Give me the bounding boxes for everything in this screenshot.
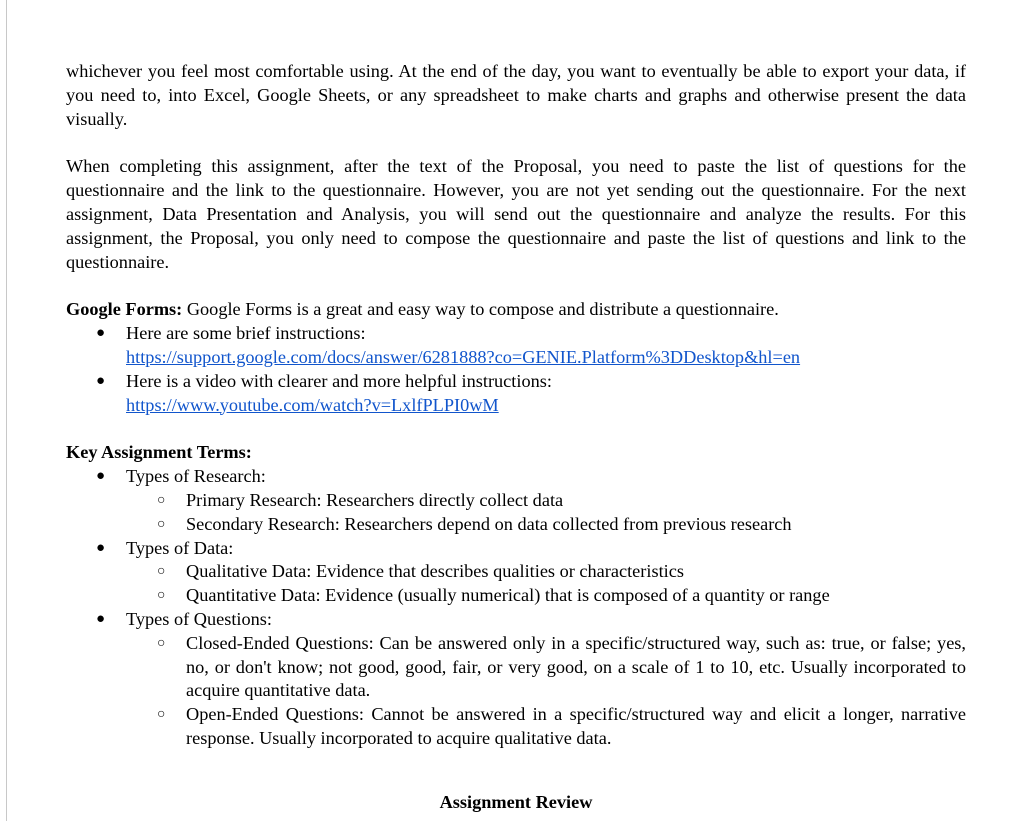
- term-group-data: [66, 537, 966, 608]
- document-body: [66, 60, 966, 815]
- term-item: [126, 584, 966, 608]
- circle-bullet-icon: ○: [157, 707, 166, 723]
- term-text: Quantitative Data: Evidence (usually numerical) that is composed of a quantity or range: [186, 585, 830, 606]
- bullet-icon: ●: [96, 372, 106, 389]
- google-forms-heading: Google Forms:: [66, 299, 183, 320]
- list-item-text: Here are some brief instructions:: [126, 323, 366, 344]
- bullet-icon: ●: [96, 539, 106, 556]
- bullet-icon: ●: [96, 468, 106, 485]
- google-forms-description: Google Forms is a great and easy way to compose and distribute a questionnaire.: [182, 299, 779, 320]
- google-forms-intro: [66, 298, 966, 322]
- bullet-icon: ●: [96, 610, 106, 627]
- list-item: [66, 370, 966, 418]
- term-sublist: [126, 489, 966, 537]
- circle-bullet-icon: ○: [157, 492, 166, 508]
- circle-bullet-icon: ○: [157, 588, 166, 604]
- circle-bullet-icon: ○: [157, 516, 166, 532]
- term-group-label: Types of Data:: [126, 537, 234, 558]
- term-item: [126, 513, 966, 537]
- assignment-review-heading: Assignment Review: [439, 791, 593, 812]
- term-item: [126, 703, 966, 751]
- google-forms-list: [66, 322, 966, 417]
- term-group-questions: [66, 608, 966, 751]
- term-text: Qualitative Data: Evidence that describes qualities or characteristics: [186, 561, 684, 582]
- term-item: [126, 632, 966, 703]
- term-group-research: [66, 465, 966, 536]
- circle-bullet-icon: ○: [157, 635, 166, 651]
- term-sublist: [126, 560, 966, 608]
- term-text: Primary Research: Researchers directly collect data: [186, 489, 564, 510]
- paragraph-export-data: whichever you feel most comfortable using. At the end of the day, you want to eventually be able to export your data, if you need to, into Excel, Google Sheets, or any spreadsheet to make charts and graphs and otherwise present the data visually.: [66, 61, 966, 129]
- term-item: [126, 560, 966, 584]
- paragraph-assignment-instructions: When completing this assignment, after the text of the Proposal, you need to paste the list of questions for the questionnaire and the link to the questionnaire. However, you are not yet sending out the questionnaire. For the next assignment, Data Presentation and Analysis, you will send out the questionnaire and analyze the results. For this assignment, the Proposal, you only need to compose the questionnaire and paste the list of questions and link to the questionnaire.: [66, 156, 966, 272]
- term-group-label: Types of Research:: [126, 466, 266, 487]
- key-terms-heading: Key Assignment Terms:: [66, 442, 252, 463]
- term-group-label: Types of Questions:: [126, 608, 272, 629]
- term-text: Open-Ended Questions: Cannot be answered in a specific/structured way and elicit a longer, narrative response. Usually incorporated to acquire qualitative data.: [186, 704, 966, 748]
- term-text: Secondary Research: Researchers depend on data collected from previous research: [186, 513, 792, 534]
- list-item: [66, 322, 966, 370]
- page-edge-divider: [6, 0, 7, 821]
- circle-bullet-icon: ○: [157, 564, 166, 580]
- support-instructions-link[interactable]: https://support.google.com/docs/answer/6281888?co=GENIE.Platform%3DDesktop&hl=en: [126, 346, 801, 367]
- bullet-icon: ●: [96, 325, 106, 342]
- term-item: [126, 489, 966, 513]
- term-text: Closed-Ended Questions: Can be answered only in a specific/structured way, such as: true, or false; yes, no, or don't know; not good, good, fair, or very good, on a scale of 1 to 10, etc. Usually incorporated to acquire quantitative data.: [186, 632, 966, 701]
- list-item-text: Here is a video with clearer and more helpful instructions:: [126, 370, 552, 391]
- key-terms-list: [66, 465, 966, 751]
- youtube-video-link[interactable]: https://www.youtube.com/watch?v=LxlfPLPI0wM: [126, 394, 499, 415]
- term-sublist: [126, 632, 966, 751]
